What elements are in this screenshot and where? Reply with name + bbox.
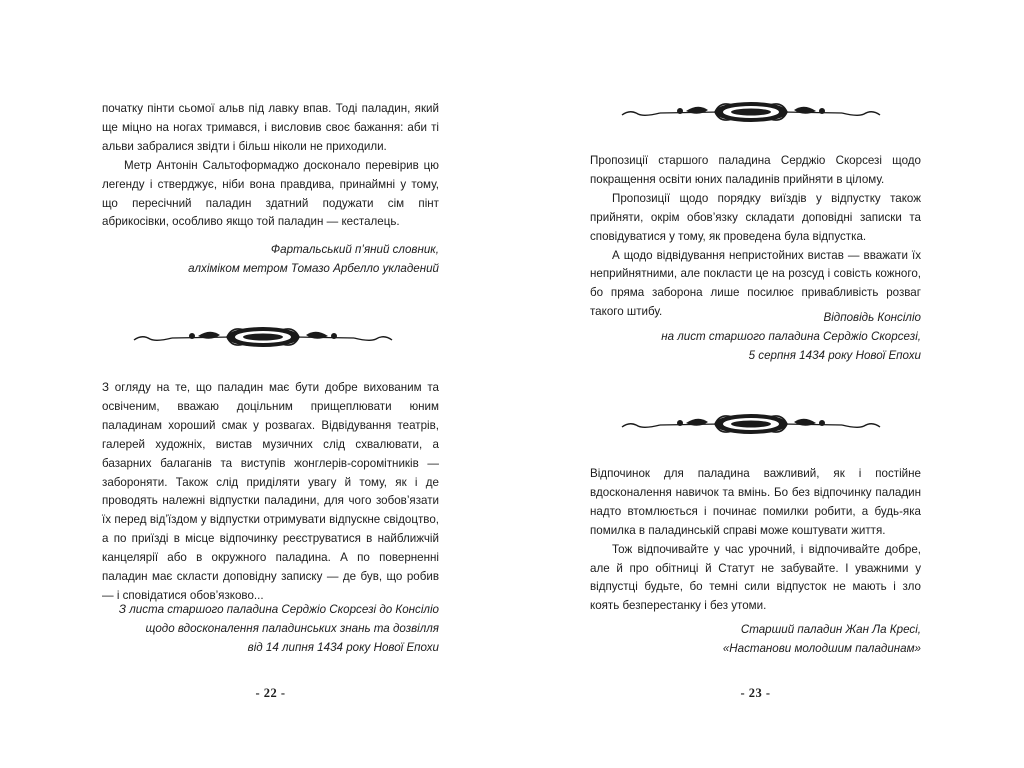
left-signature-2-line-2: щодо вдосконалення паладинських знань та дозвілля bbox=[145, 622, 439, 635]
right-paragraph-5: Тож відпочивайте у час урочний, і відпочивайте добре, але й про обітниці й Статут не забувайте. І уважними у відпустці будьте, бо темні сили відпусток не мають і зло коять безперестанку і без утоми. bbox=[590, 542, 921, 613]
right-page bbox=[590, 0, 921, 768]
left-signature-2-line-1: З листа старшого паладина Серджіо Скорсезі до Консіліо bbox=[118, 603, 439, 616]
left-page bbox=[102, 0, 439, 768]
page-number-right: - 23 - bbox=[740, 686, 771, 700]
flourish-divider-icon bbox=[132, 322, 394, 352]
left-paragraph-2: Метр Антонін Сальтоформаджо досконало перевірив цю легенду і стверджує, ніби вона правдива, принаймні у тому, що пересічний паладин здатний подужати сім пінт абрикосівки, особливо якщо той паладин — кесталець. bbox=[102, 158, 439, 229]
left-paragraph-1: початку пінти сьомої альв під лавку впав. Тоді паладин, який ще міцно на ногах тримався, і висловив своє бажання: аби ті альви забралися звідти і більш ніколи не приходили. bbox=[102, 102, 439, 153]
left-text-block-2 bbox=[102, 379, 439, 606]
left-signature-1-line-2: алхіміком метром Томазо Арбелло укладений bbox=[188, 262, 439, 275]
left-signature-2 bbox=[102, 600, 439, 657]
right-paragraph-2: Пропозиції щодо порядку виїздів у відпустку також прийняти, окрім обов’язку складати доповідні записки та сповідуватися у тому, як проведена була відпустка. bbox=[590, 191, 921, 243]
right-paragraph-4: Відпочинок для паладина важливий, як і постійне вдосконалення навичок та вмінь. Бо без відпочинку паладин надто втомлюється і починає помилки робити, а будь-яка помилка в паладинській справі може коштувати життя. bbox=[590, 467, 921, 537]
right-signature-1-line-2: на лист старшого паладина Серджіо Скорсезі, bbox=[661, 330, 921, 343]
right-signature-1 bbox=[590, 308, 921, 365]
right-paragraph-3: А щодо відвідування непристойних вистав — вважати їх неприйнятними, але покласти це на розсуд і совість кожного, бо пряма заборона лише посилює привабливість розваг такого штибу. bbox=[590, 248, 921, 319]
flourish-divider-icon bbox=[620, 409, 882, 439]
left-signature-1-line-1: Фартальський п’яний словник, bbox=[270, 243, 439, 256]
right-signature-1-line-3: 5 серпня 1434 року Нової Епохи bbox=[748, 349, 921, 362]
right-signature-2 bbox=[590, 620, 921, 658]
right-text-block-2 bbox=[590, 465, 921, 616]
left-signature-2-line-3: від 14 липня 1434 року Нової Епохи bbox=[247, 641, 439, 654]
left-paragraph-3: З огляду на те, що паладин має бути добре вихованим та освіченим, вважаю доцільним прищеплювати юним паладинам хороший смак у розвагах. Відвідування театрів, галерей художніх, вистав музичних слід схвалювати, а базарних балаганів та виступів жонглерів-соромітників — забороняти. Також слід приділяти увагу й тому, як і де проводять належні відпустки паладини, для чого зобов’язати їх перед від’їздом у відпустки отримувати відпускне свідоцтво, а по приїзді в місце відпочинку реєструватися в найближчій канцелярії або в окружного паладина. А по поверненні паладин має скласти доповідну записку — де був, що робив — і сповідатися обов’язково... bbox=[102, 381, 439, 602]
left-text-block-1 bbox=[102, 100, 439, 232]
page-number-left: - 22 - bbox=[255, 686, 286, 700]
right-paragraph-1: Пропозиції старшого паладина Серджіо Скорсезі щодо покращення освіти юних паладинів прийняти в цілому. bbox=[590, 154, 921, 186]
left-signature-1 bbox=[102, 240, 439, 278]
right-signature-2-line-2: «Настанови молодшим паладинам» bbox=[722, 642, 921, 655]
flourish-divider-icon bbox=[620, 97, 882, 127]
right-signature-1-line-1: Відповідь Консіліо bbox=[823, 311, 921, 324]
right-text-block-1 bbox=[590, 152, 921, 322]
right-signature-2-line-1: Старший паладин Жан Ла Кресі, bbox=[740, 623, 921, 636]
